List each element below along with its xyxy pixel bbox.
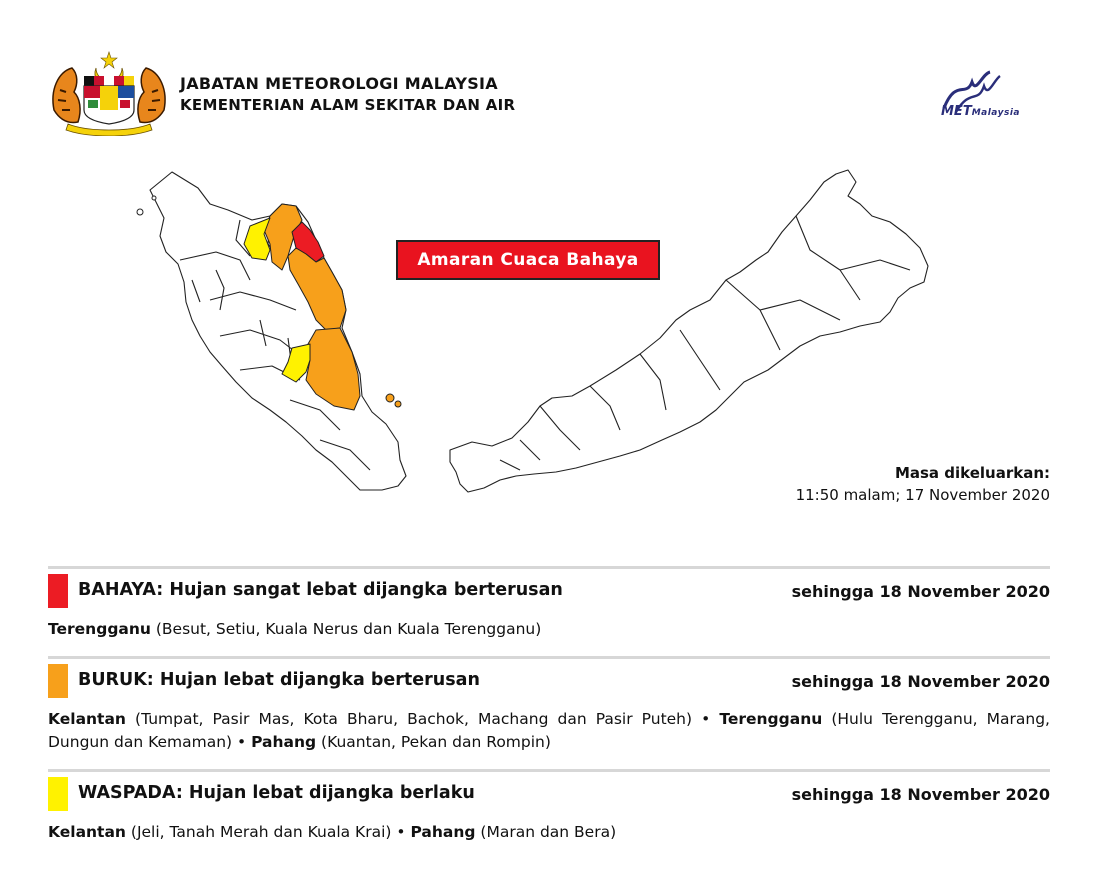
warning-areas: Terengganu (Besut, Setiu, Kuala Nerus dan Kuala Terengganu) [48, 620, 542, 638]
warning-until: sehingga 18 November 2020 [791, 672, 1050, 691]
ministry-name: KEMENTERIAN ALAM SEKITAR DAN AIR [180, 96, 516, 114]
east-malaysia [450, 170, 928, 492]
warning-until: sehingga 18 November 2020 [791, 785, 1050, 804]
waspada-color-swatch [48, 777, 68, 811]
divider [48, 769, 1050, 772]
warning-areas: Kelantan (Jeli, Tanah Merah dan Kuala Krai) • Pahang (Maran dan Bera) [48, 823, 617, 841]
divider [48, 566, 1050, 569]
issued-value: 11:50 malam; 17 November 2020 [795, 486, 1050, 504]
east-malaysia-outline [450, 170, 928, 492]
warning-bahaya [48, 566, 1050, 641]
header [48, 50, 1058, 140]
divider [48, 656, 1050, 659]
warning-waspada [48, 769, 1050, 844]
warning-heading: WASPADA: Hujan lebat dijangka berlaku [78, 783, 475, 803]
malaysia-coat-of-arms-icon [48, 50, 170, 136]
issued-label: Masa dikeluarkan: [894, 464, 1050, 482]
warning-until: sehingga 18 November 2020 [791, 582, 1050, 601]
warning-heading: BAHAYA: Hujan sangat lebat dijangka berterusan [78, 580, 563, 600]
buruk-color-swatch [48, 664, 68, 698]
warning-areas: Kelantan (Tumpat, Pasir Mas, Kota Bharu, Bachok, Machang dan Pasir Puteh) • Terengganu (Hulu Terengganu, Marang, Dungun dan Kemaman) • Pahang (Kuantan, Pekan dan Rompin) [48, 710, 1050, 751]
map-title-badge: Amaran Cuaca Bahaya [396, 240, 660, 280]
bahaya-color-swatch [48, 574, 68, 608]
warning-heading: BURUK: Hujan lebat dijangka berterusan [78, 670, 480, 690]
org-name: JABATAN METEOROLOGI MALAYSIA [180, 74, 498, 93]
issued-time [796, 462, 1050, 506]
warning-buruk [48, 656, 1050, 754]
met-malaysia-logo-text: METMalaysia [941, 104, 1020, 119]
